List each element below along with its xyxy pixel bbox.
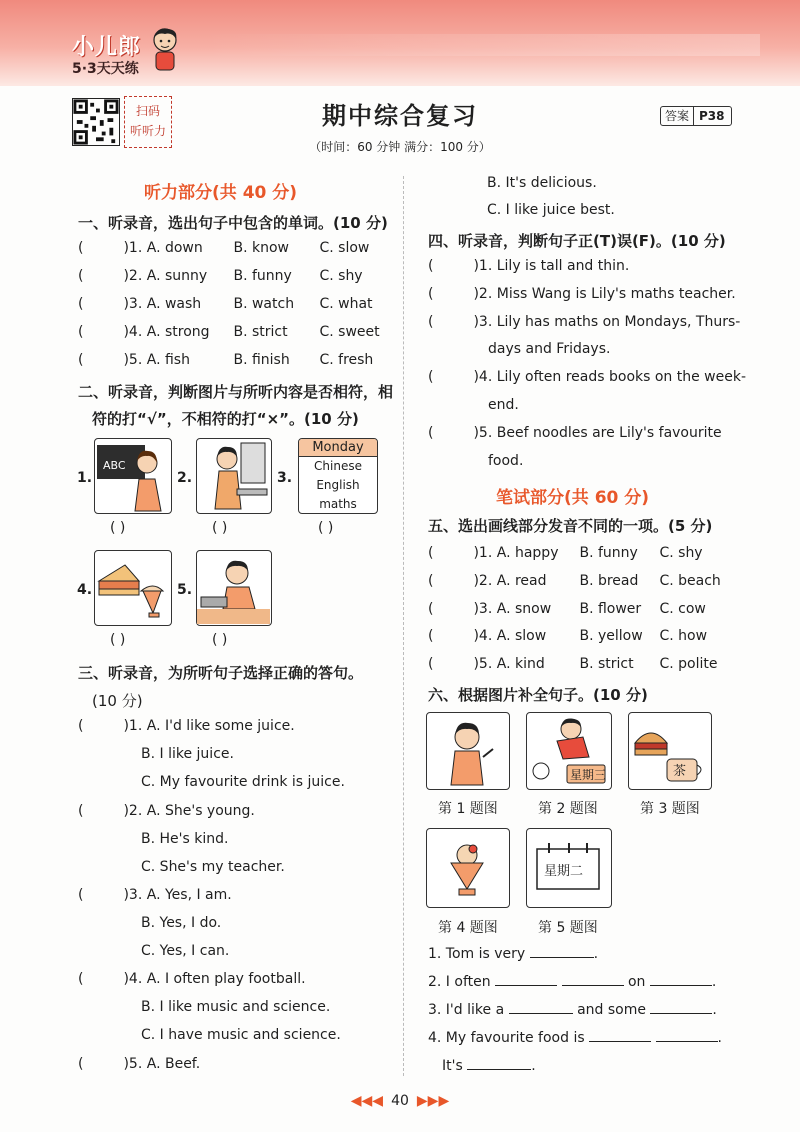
q3-item-line: C. I like juice best.	[487, 202, 615, 218]
q4-item-line: ( )3. Lily has maths on Mondays, Thurs-	[428, 314, 741, 330]
brand-subtitle: 5·3天天练	[72, 61, 139, 77]
boy-reading-icon	[197, 551, 270, 624]
q6-heading: 六、根据图片补全句子。(10 分)	[428, 686, 648, 704]
q3-item-line: C. My favourite drink is juice.	[141, 774, 345, 790]
q2-pic-number: 2.	[177, 470, 193, 486]
q1-heading: 一、听录音，选出句子中包含的单词。(10 分)	[78, 214, 388, 232]
right-arrows-icon: ▶▶▶	[416, 1093, 450, 1109]
sandwich-icecream-icon	[95, 551, 170, 624]
q2-answer-paren: ( )	[110, 632, 126, 648]
schedule-subject: maths	[319, 497, 357, 511]
page-number-value: 40	[391, 1093, 409, 1109]
q2-answer-paren: ( )	[212, 520, 228, 536]
q2-answer-paren: ( )	[110, 520, 126, 536]
q6-caption: 第 3 题图	[640, 801, 700, 817]
q4-item-line: end.	[488, 397, 519, 413]
left-arrows-icon: ◀◀◀	[350, 1093, 384, 1109]
q6-picture-4	[426, 828, 510, 908]
answer-label: 答案	[665, 109, 690, 123]
q4-item-line: food.	[488, 453, 524, 469]
page-subtitle: （时间：60 分钟 满分：100 分）	[309, 140, 491, 154]
q6-caption: 第 2 题图	[538, 801, 598, 817]
q3-item-line: C. She's my teacher.	[141, 859, 285, 875]
q3-item-line: B. I like juice.	[141, 746, 234, 762]
q5-item: ( )3. A. snow B. flower C. cow	[428, 601, 706, 617]
listening-heading: 听力部分(共 40 分)	[144, 183, 298, 203]
q2-picture-2	[196, 438, 272, 514]
q6-sentence-5[interactable]: It's .	[442, 1058, 536, 1074]
q3-item-line: B. He's kind.	[141, 831, 229, 847]
q4-heading: 四、听录音，判断句子正(T)误(F)。(10 分)	[428, 232, 726, 250]
q2-picture-5	[196, 550, 272, 626]
q3-heading-2: (10 分)	[92, 692, 143, 710]
q2-pic-number: 5.	[177, 582, 193, 598]
q5-item: ( )1. A. happy B. funny C. shy	[428, 545, 703, 561]
q2-pic-number: 4.	[77, 582, 93, 598]
page-title: 期中综合复习	[322, 102, 478, 130]
q2-picture-4	[94, 550, 172, 626]
q3-heading-1: 三、听录音，为所听句子选择正确的答句。	[78, 664, 364, 682]
q4-item-line: ( )5. Beef noodles are Lily's favourite	[428, 425, 722, 441]
q5-item: ( )4. A. slow B. yellow C. how	[428, 628, 708, 644]
q2-picture-3	[298, 438, 378, 514]
svg-text:星期三: 星期三	[570, 768, 607, 782]
hamburger-tea-icon	[629, 713, 710, 788]
q3-item-line: B. Yes, I do.	[141, 915, 222, 931]
q6-sentence-2[interactable]: 2. I often on .	[428, 974, 717, 990]
q4-item-line: ( )1. Lily is tall and thin.	[428, 258, 630, 274]
q5-item: ( )2. A. read B. bread C. beach	[428, 573, 721, 589]
q6-caption: 第 1 题图	[438, 801, 498, 817]
q6-sentence-1[interactable]: 1. Tom is very .	[428, 946, 599, 962]
q3-item-line: C. I have music and science.	[141, 1027, 341, 1043]
q6-picture-3	[628, 712, 712, 790]
q5-heading: 五、选出画线部分发音不同的一项。(5 分)	[428, 517, 713, 535]
q2-heading-2: 符的打“√”，不相符的打“×”。(10 分)	[92, 410, 359, 428]
q6-caption: 第 4 题图	[438, 920, 498, 936]
q3-item-line: ( )1. A. I'd like some juice.	[78, 718, 295, 734]
brand-logo: 小儿郎	[72, 35, 142, 60]
q4-item-line: ( )2. Miss Wang is Lily's maths teacher.	[428, 286, 736, 302]
schedule-subject: English	[316, 478, 360, 492]
q2-pic-number: 1.	[77, 470, 93, 486]
q6-picture-5	[526, 828, 612, 908]
q3-item-line: B. It's delicious.	[487, 175, 597, 191]
q1-item: ( )3. A. wash B. watch C. what	[78, 296, 373, 312]
page-number	[0, 1093, 800, 1109]
q6-caption: 第 5 题图	[538, 920, 598, 936]
q3-item-line: ( )4. A. I often play football.	[78, 971, 306, 987]
q3-item-line: ( )5. A. Beef.	[78, 1056, 201, 1072]
q5-item: ( )5. A. kind B. strict C. polite	[428, 656, 718, 672]
q6-sentence-3[interactable]: 3. I'd like a and some .	[428, 1002, 717, 1018]
q6-picture-2	[526, 712, 612, 790]
q1-item: ( )5. A. fish B. finish C. fresh	[78, 352, 374, 368]
q2-answer-paren: ( )	[212, 632, 228, 648]
svg-text:ABC: ABC	[103, 459, 126, 472]
q3-item-line: C. Yes, I can.	[141, 943, 230, 959]
teacher-blackboard-icon	[95, 439, 170, 512]
q1-item: ( )2. A. sunny B. funny C. shy	[78, 268, 363, 284]
answer-page: P38	[693, 107, 725, 125]
q1-item: ( )4. A. strong B. strict C. sweet	[78, 324, 380, 340]
q3-item-line: ( )3. A. Yes, I am.	[78, 887, 232, 903]
icecream-sundae-icon	[427, 829, 508, 906]
q4-item-line: ( )4. Lily often reads books on the week-	[428, 369, 747, 385]
q1-item: ( )1. A. down B. know C. slow	[78, 240, 370, 256]
q2-answer-paren: ( )	[318, 520, 334, 536]
q6-sentence-4[interactable]: 4. My favourite food is .	[428, 1030, 722, 1046]
q2-heading-1: 二、听录音，判断图片与所听内容是否相符，相	[78, 383, 394, 401]
header-strip	[200, 34, 760, 56]
q2-picture-1	[94, 438, 172, 514]
boy-washing-icon	[197, 439, 270, 512]
q2-pic-number: 3.	[277, 470, 293, 486]
scan-label-line1: 扫码	[135, 104, 160, 118]
scan-label-line2: 听听力	[129, 124, 166, 138]
answer-badge	[660, 106, 732, 126]
written-heading: 笔试部分(共 60 分)	[496, 488, 650, 508]
q4-item-line: days and Fridays.	[488, 341, 611, 357]
schedule-day: Monday	[299, 439, 377, 457]
column-divider	[403, 176, 404, 1076]
calendar-icon	[527, 829, 610, 906]
mascot-icon	[148, 26, 182, 72]
svg-text:茶: 茶	[673, 764, 687, 779]
svg-text:星期二: 星期二	[544, 864, 584, 879]
q3-item-line: ( )2. A. She's young.	[78, 803, 255, 819]
q6-picture-1	[426, 712, 510, 790]
schedule-subject: Chinese	[314, 459, 362, 473]
tired-boy-icon	[427, 713, 508, 788]
q3-item-line: B. I like music and science.	[141, 999, 331, 1015]
football-boy-icon	[527, 713, 610, 788]
